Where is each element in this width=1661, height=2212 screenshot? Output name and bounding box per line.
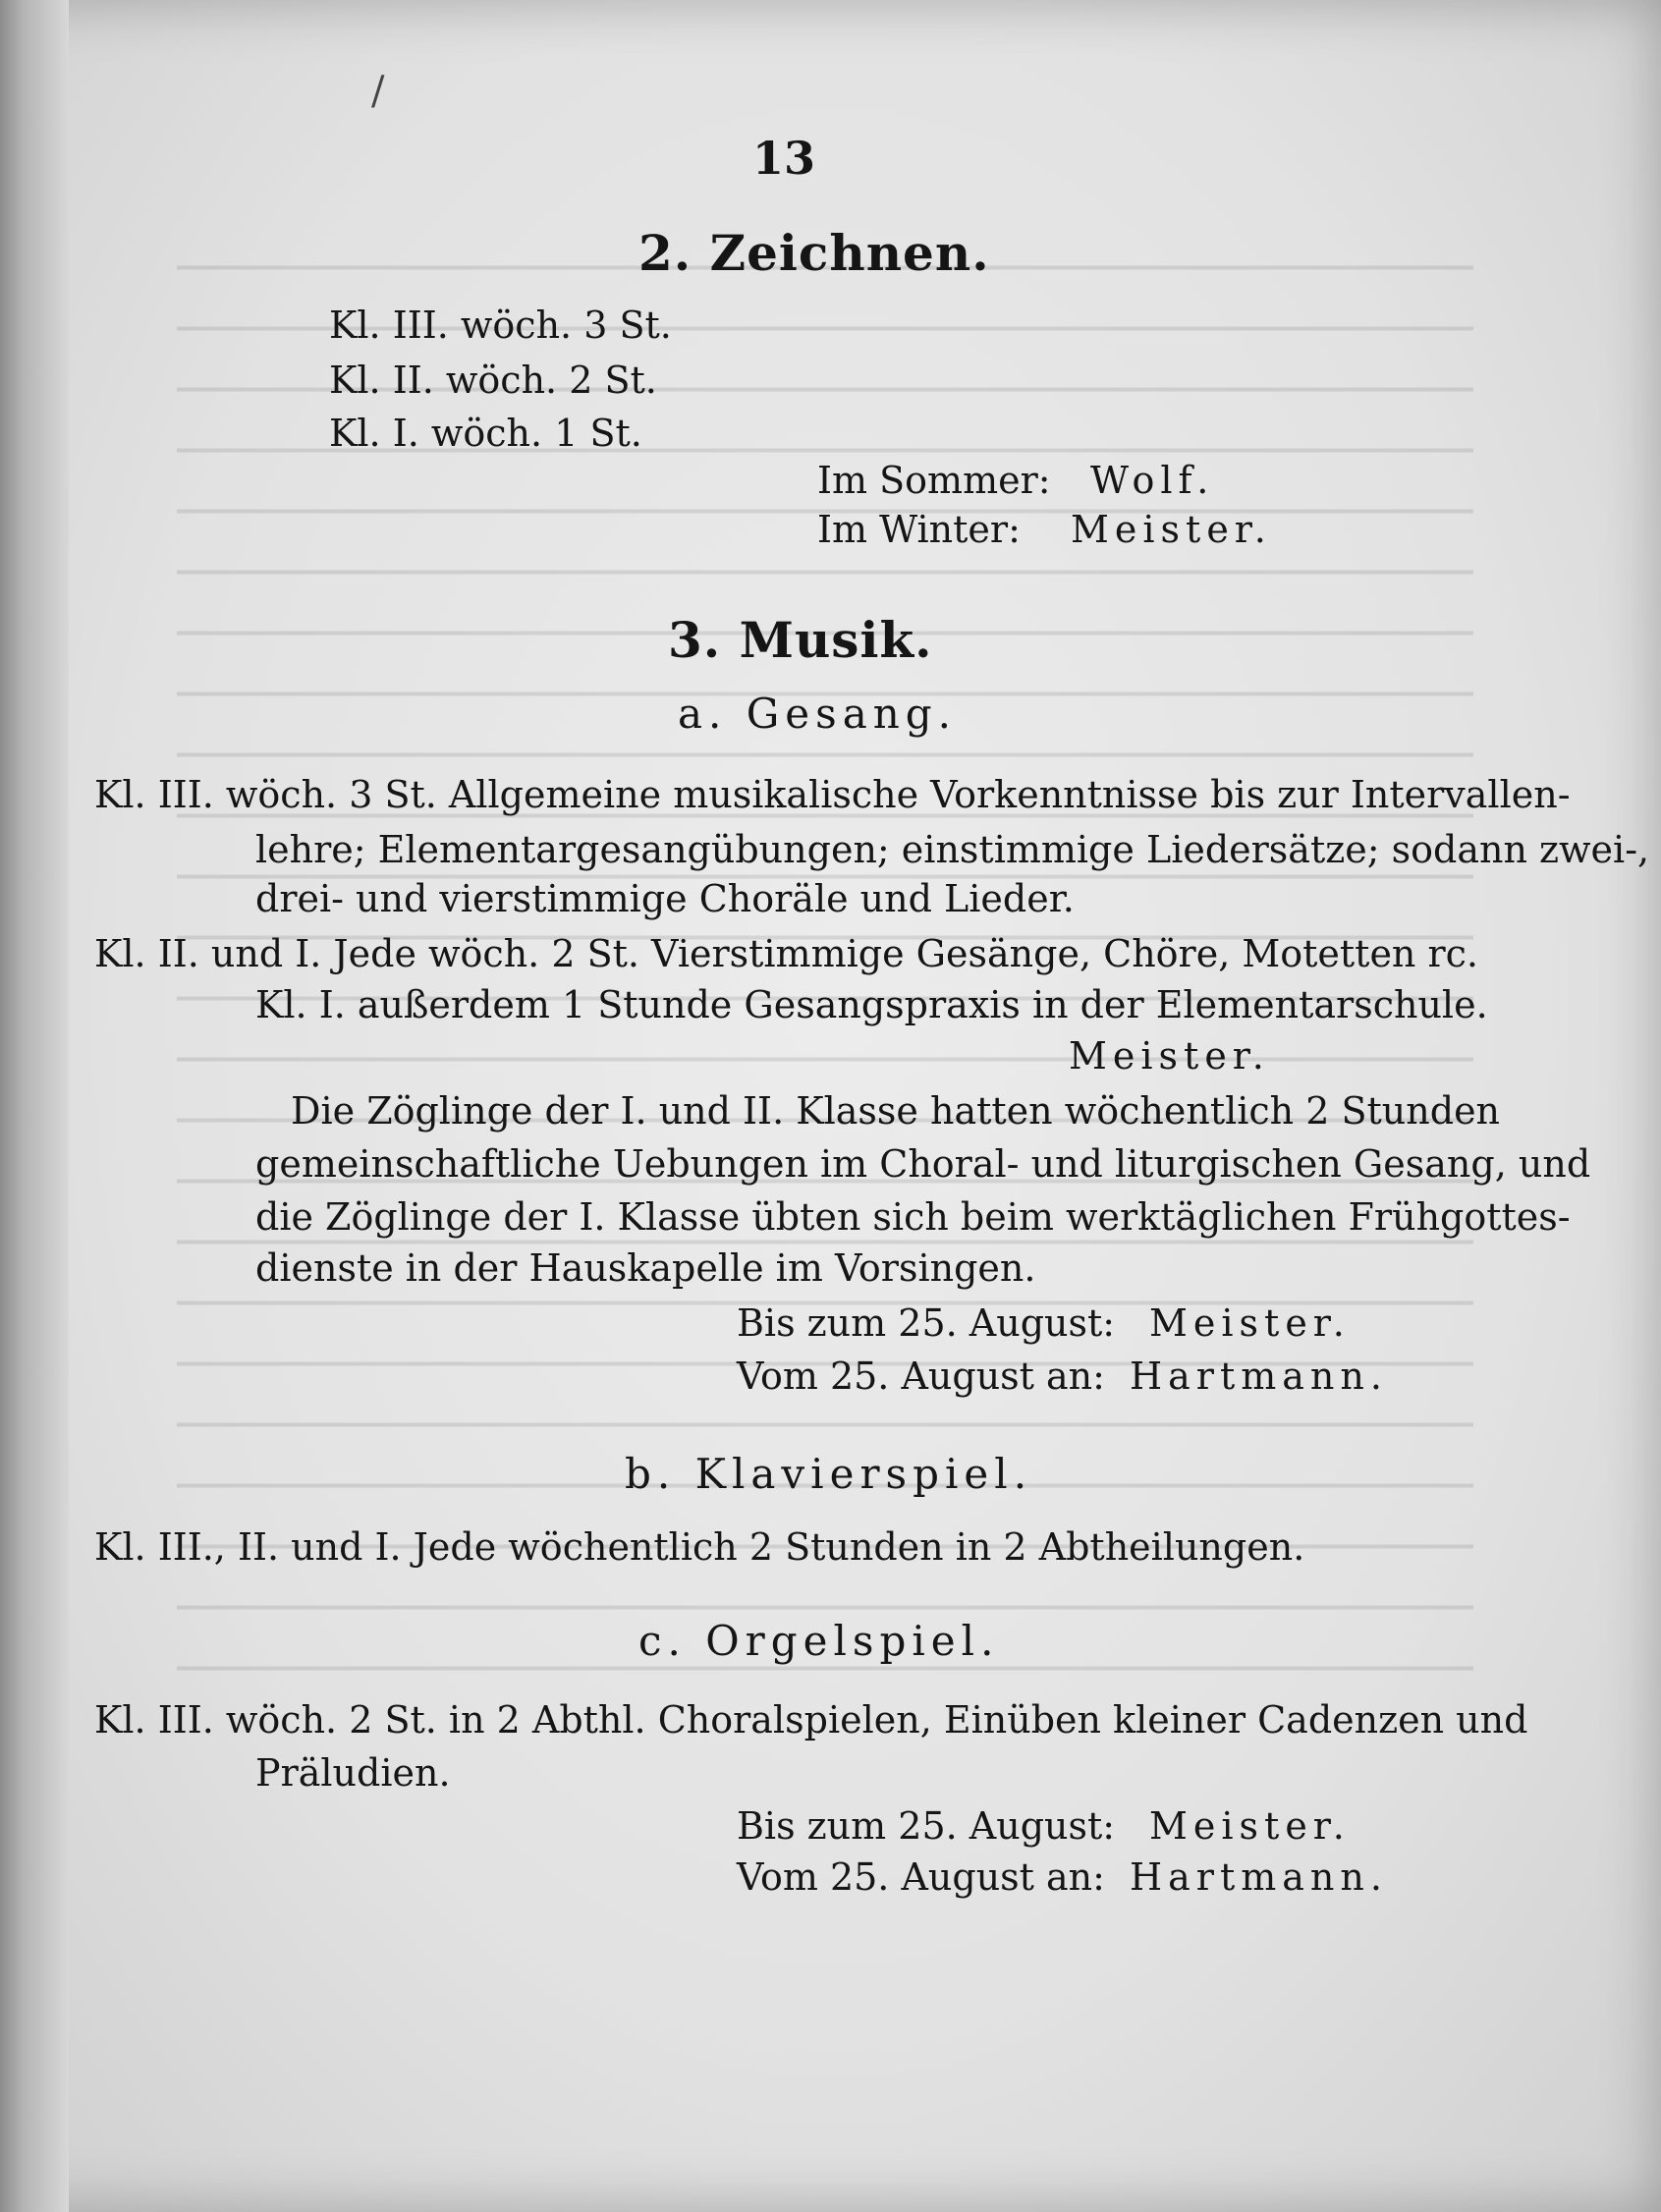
gesang-teacher-period: Vom 25. August an: bbox=[737, 1355, 1105, 1398]
gesang-teacher-name: Hartmann. bbox=[1130, 1355, 1388, 1398]
orgel-teacher-period: Bis zum 25. August: bbox=[737, 1804, 1116, 1848]
gesang-text-line: Kl. II. und I. Jede wöch. 2 St. Vierstimmige Gesänge, Chöre, Motetten rc. bbox=[94, 932, 1479, 975]
gesang-teacher-period: Bis zum 25. August: bbox=[737, 1301, 1116, 1345]
orgel-text-line: Kl. III. wöch. 2 St. in 2 Abthl. Choralspielen, Einüben kleiner Cadenzen und bbox=[94, 1698, 1528, 1742]
klavier-text-line: Kl. III., II. und I. Jede wöchentlich 2 Stunden in 2 Abtheilungen. bbox=[94, 1525, 1305, 1569]
zeichnen-class-line: Kl. I. wöch. 1 St. bbox=[329, 412, 642, 455]
zeichnen-teacher-name: Meister. bbox=[1071, 508, 1272, 551]
zeichnen-class-line: Kl. II. wöch. 2 St. bbox=[329, 359, 657, 402]
zeichnen-teacher-period: Im Sommer: bbox=[817, 459, 1051, 502]
orgel-text-line: Präludien. bbox=[255, 1751, 451, 1795]
gesang-text-line bbox=[94, 773, 1571, 816]
gesang-teacher-name: Meister. bbox=[1069, 1034, 1270, 1078]
ink-speck: / bbox=[371, 69, 385, 114]
gesang-paragraph-line: die Zöglinge der I. Klasse übten sich beim werktäglichen Frühgottes- bbox=[255, 1195, 1571, 1239]
zeichnen-teacher-period: Im Winter: bbox=[817, 508, 1021, 551]
gesang-text-line: drei- und vierstimmige Choräle und Lieder. bbox=[255, 877, 1075, 920]
gesang-paragraph-line: dienste in der Hauskapelle im Vorsingen. bbox=[255, 1246, 1036, 1290]
subsection-heading-gesang: a. Gesang. bbox=[678, 690, 958, 738]
gesang-paragraph-line: Die Zöglinge der I. und II. Klasse hatten wöchentlich 2 Stunden bbox=[291, 1089, 1501, 1133]
subsection-heading-orgelspiel: c. Orgelspiel. bbox=[638, 1617, 1000, 1665]
gesang-paragraph-line: gemeinschaftliche Uebungen im Choral- und liturgischen Gesang, und bbox=[255, 1142, 1591, 1186]
gesang-text-line: lehre; Elementargesangübungen; einstimmige Liedersätze; sodann zwei-, bbox=[255, 828, 1650, 871]
gesang-text-line: Kl. I. außerdem 1 Stunde Gesangspraxis in der Elementarschule. bbox=[255, 983, 1488, 1026]
zeichnen-teacher-name: Wolf. bbox=[1090, 459, 1215, 502]
gesang-teacher-name: Meister. bbox=[1149, 1301, 1351, 1345]
book-spine-shadow bbox=[0, 0, 69, 2212]
page-number: 13 bbox=[752, 132, 816, 185]
orgel-teacher-name: Hartmann. bbox=[1130, 1855, 1388, 1899]
section-heading-zeichnen: 2. Zeichnen. bbox=[638, 224, 990, 282]
zeichnen-class-line: Kl. III. wöch. 3 St. bbox=[329, 304, 672, 347]
line-text: Kl. III. wöch. 3 St. Allgemeine musikalische Vorkenntnisse bis zur Intervallen- bbox=[94, 773, 1571, 816]
orgel-teacher-period: Vom 25. August an: bbox=[737, 1855, 1105, 1899]
subsection-heading-klavierspiel: b. Klavierspiel. bbox=[625, 1450, 1033, 1498]
section-heading-musik: 3. Musik. bbox=[668, 611, 933, 669]
orgel-teacher-name: Meister. bbox=[1149, 1804, 1351, 1848]
